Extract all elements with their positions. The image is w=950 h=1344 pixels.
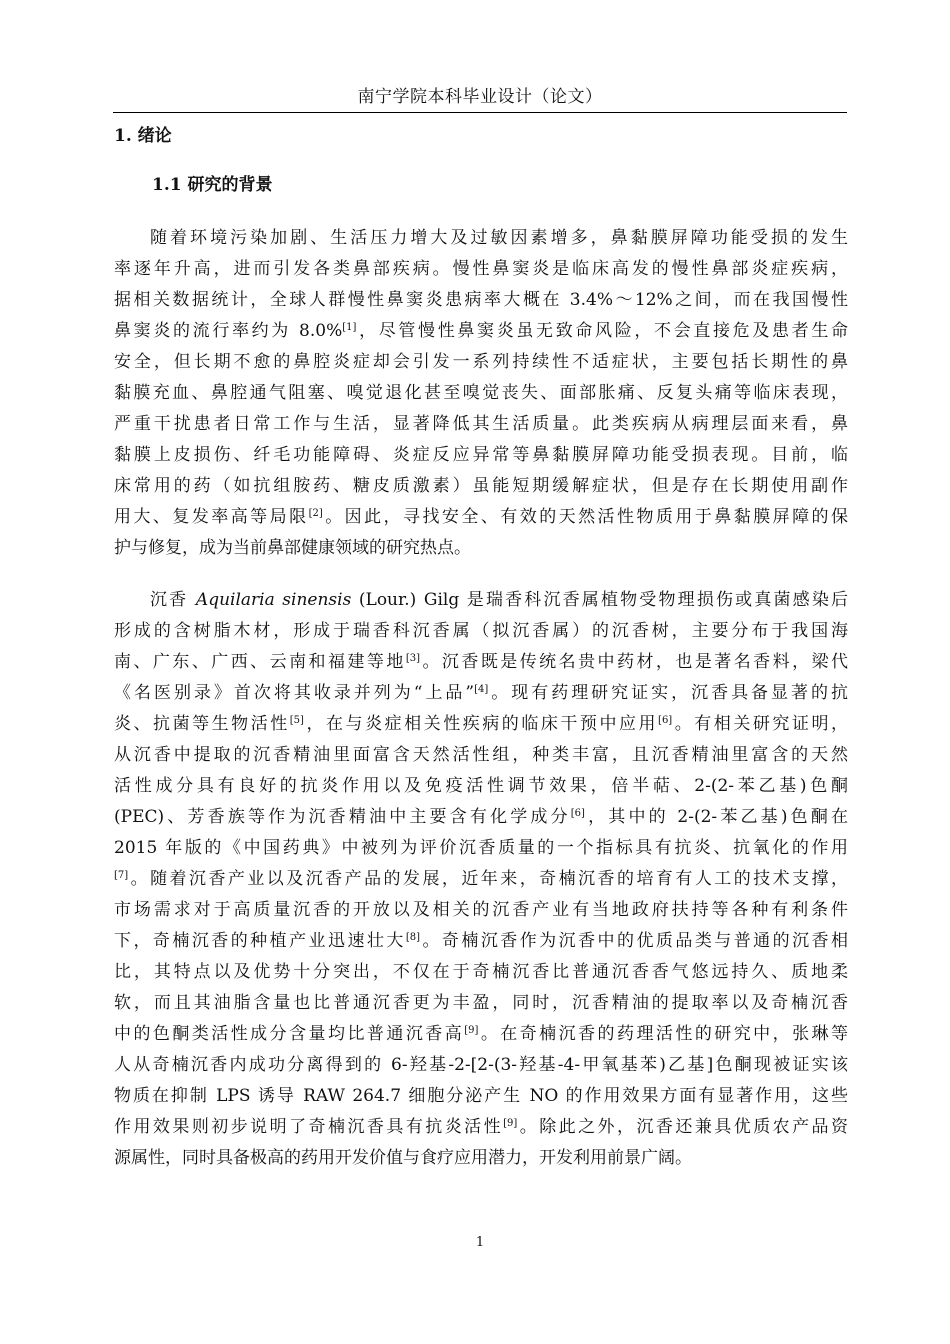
text-line: 活性成分具有良好的抗炎作用以及免疫活性调节效果，倍半萜、2-(2-苯乙基)色酮 [114, 776, 848, 796]
citation: [8] [405, 932, 420, 943]
text-line: 护与修复，成为当前鼻部健康领域的研究热点。 [114, 538, 471, 558]
text-line: 安全，但长期不愈的鼻腔炎症却会引发一系列持续性不适症状，主要包括长期性的鼻 [114, 352, 848, 372]
text-line: 《名医别录》首次将其收录并列为“上品”[4]。现有药理研究证实，沉香具备显著的抗 [114, 683, 848, 703]
citation: [2] [308, 508, 323, 519]
text-line: 从沉香中提取的沉香精油里面富含天然活性组，种类丰富，且沉香精油里富含的天然 [114, 745, 848, 765]
citation: [9] [503, 1118, 518, 1129]
page-header: 南宁学院本科毕业设计（论文） [357, 87, 603, 107]
text-line: 作用效果则初步说明了奇楠沉香具有抗炎活性[9]。除此之外，沉香还兼具优质农产品资 [114, 1117, 848, 1137]
text-line: 下，奇楠沉香的种植产业迅速壮大[8]。奇楠沉香作为沉香中的优质品类与普通的沉香相 [114, 931, 848, 951]
text-line: [7]。随着沉香产业以及沉香产品的发展，近年来，奇楠沉香的培育有人工的技术支撑， [114, 869, 848, 889]
chapter-heading: 1. 绪论 [114, 126, 172, 146]
citation: [9] [464, 1025, 479, 1036]
citation: [1] [342, 322, 357, 333]
text-line: 随着环境污染加剧、生活压力增大及过敏因素增多，鼻黏膜屏障功能受损的发生 [150, 228, 848, 248]
citation: [3] [405, 653, 420, 664]
citation: [6] [658, 715, 673, 726]
text-line: 沉香 Aquilaria sinensis (Lour.) Gilg 是瑞香科沉香属植物受物理损伤或真菌感染后 [150, 590, 848, 610]
text-line: 据相关数据统计，全球人群慢性鼻窦炎患病率大概在 3.4%～12%之间，而在我国慢性 [114, 290, 848, 310]
paragraph-agarwood [114, 585, 848, 1174]
text-line: 源属性，同时具备极高的药用开发价值与食疗应用潜力，开发利用前景广阔。 [114, 1148, 692, 1168]
text-line: 炎、抗菌等生物活性[5]，在与炎症相关性疾病的临床干预中应用[6]。有相关研究证明， [114, 714, 848, 734]
header-rule [113, 112, 847, 113]
text-line: 软，而且其油脂含量也比普通沉香更为丰盈，同时，沉香精油的提取率以及奇楠沉香 [114, 993, 848, 1013]
text-line: 黏膜上皮损伤、纤毛功能障碍、炎症反应异常等鼻黏膜屏障功能受损表现。目前，临 [114, 445, 848, 465]
text-line: 床常用的药（如抗组胺药、糖皮质激素）虽能短期缓解症状，但是存在长期使用副作 [114, 476, 848, 496]
text-line: 用大、复发率高等局限[2]。因此，寻找安全、有效的天然活性物质用于鼻黏膜屏障的保 [114, 507, 848, 527]
citation: [7] [114, 870, 129, 881]
paragraph-background [114, 223, 848, 564]
text-line: 严重干扰患者日常工作与生活，显著降低其生活质量。此类疾病从病理层面来看，鼻 [114, 414, 848, 434]
text-line: 中的色酮类活性成分含量均比普通沉香高[9]。在奇楠沉香的药理活性的研究中，张琳等 [114, 1024, 848, 1044]
page-number: 1 [475, 1235, 485, 1250]
text-line: 人从奇楠沉香内成功分离得到的 6-羟基-2-[2-(3-羟基-4-甲氧基苯)乙基]色酮现被证实该 [114, 1055, 848, 1075]
text-line: 率逐年升高，进而引发各类鼻部疾病。慢性鼻窦炎是临床高发的慢性鼻部炎症疾病， [114, 259, 848, 279]
text-line: 市场需求对于高质量沉香的开放以及相关的沉香产业有当地政府扶持等各种有利条件 [114, 900, 848, 920]
text-line: 鼻窦炎的流行率约为 8.0%[1]，尽管慢性鼻窦炎虽无致命风险，不会直接危及患者生命 [114, 321, 848, 341]
citation: [5] [289, 715, 304, 726]
section-heading: 1.1 研究的背景 [152, 175, 273, 195]
text-line: 形成的含树脂木材，形成于瑞香科沉香属（拟沉香属）的沉香树，主要分布于我国海 [114, 621, 848, 641]
species-name: Aquilaria sinensis [195, 590, 352, 610]
text-line: 2015 年版的《中国药典》中被列为评价沉香质量的一个指标具有抗炎、抗氧化的作用 [114, 838, 848, 858]
text-line: 黏膜充血、鼻腔通气阻塞、嗅觉退化甚至嗅觉丧失、面部胀痛、反复头痛等临床表现， [114, 383, 848, 403]
text-line: (PEC)、芳香族等作为沉香精油中主要含有化学成分[6]，其中的 2-(2-苯乙基)色酮在 [114, 807, 848, 827]
text-line: 南、广东、广西、云南和福建等地[3]。沉香既是传统名贵中药材，也是著名香料，梁代 [114, 652, 848, 672]
text-line: 物质在抑制 LPS 诱导 RAW 264.7 细胞分泌产生 NO 的作用效果方面有显著作用，这些 [114, 1086, 848, 1106]
citation: [6] [570, 808, 585, 819]
citation: [4] [474, 684, 489, 695]
text-line: 比，其特点以及优势十分突出，不仅在于奇楠沉香比普通沉香香气悠远持久、质地柔 [114, 962, 848, 982]
